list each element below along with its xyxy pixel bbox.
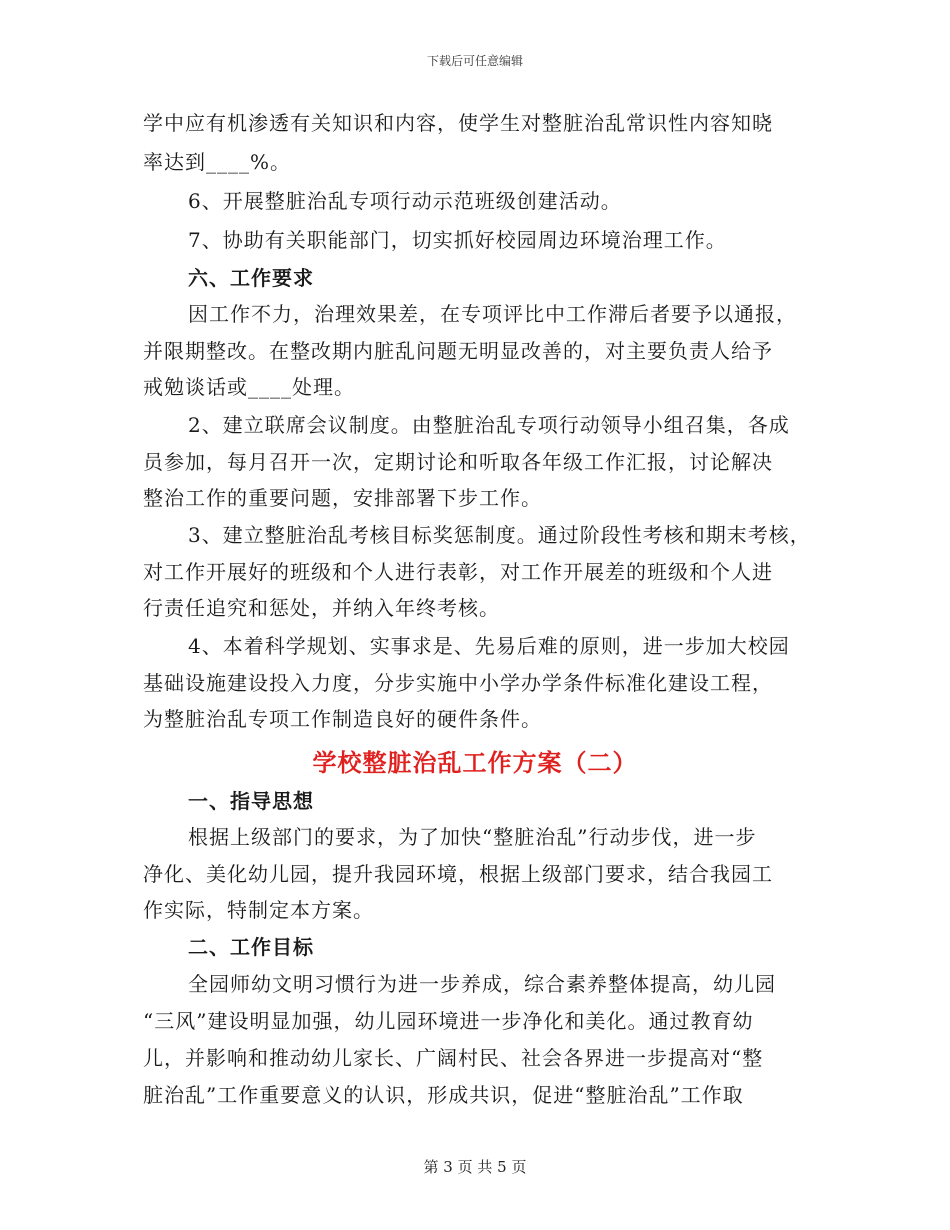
text-line: 全园师幼文明习惯行为进一步养成，综合素养整体提高，幼儿园 — [188, 972, 776, 996]
section-heading: 二、工作目标 — [188, 935, 314, 959]
section-heading: 一、指导思想 — [188, 789, 314, 813]
page-footer: 第 3 页 共 5 页 — [423, 1158, 527, 1176]
text-line: 基础设施建设投入力度，分步实施中小学办学条件标准化建设工程， — [143, 671, 773, 695]
text-line: 率达到____%。 — [143, 150, 292, 174]
text-line: 儿，并影响和推动幼儿家长、广阔村民、社会各界进一步提高对“整 — [143, 1046, 764, 1070]
text-line: 对工作开展好的班级和个人进行表彰，对工作开展差的班级和个人进 — [143, 560, 773, 584]
text-line: “三风”建设明显加强，幼儿园环境进一步净化和美化。通过教育幼 — [143, 1009, 754, 1033]
text-line: 学中应有机渗透有关知识和内容，使学生对整脏治乱常识性内容知晓 — [143, 111, 773, 135]
text-line: 4、本着科学规划、实事求是、先易后难的原则，进一步加大校园 — [188, 634, 790, 658]
text-line: 根据上级部门的要求，为了加快“整脏治乱”行动步伐，进一步 — [188, 825, 757, 849]
text-line: 整治工作的重要问题，安排部署下步工作。 — [143, 486, 542, 510]
text-line: 戒勉谈话或____处理。 — [143, 375, 355, 399]
text-line: 脏治乱”工作重要意义的认识，形成共识，促进“整脏治乱”工作取 — [143, 1083, 744, 1107]
page-header: 下载后可任意编辑 — [426, 54, 523, 68]
text-line: 行责任追究和惩处，并纳入年终考核。 — [143, 596, 500, 620]
document-title: 学校整脏治乱工作方案（二） — [312, 748, 638, 777]
text-line: 2、建立联席会议制度。由整脏治乱专项行动领导小组召集，各成 — [188, 413, 790, 437]
text-line: 7、协助有关职能部门，切实抓好校园周边环境治理工作。 — [188, 228, 727, 252]
text-line: 6、开展整脏治乱专项行动示范班级创建活动。 — [188, 189, 622, 213]
section-heading: 六、工作要求 — [188, 266, 314, 290]
text-line: 并限期整改。在整改期内脏乱问题无明显改善的，对主要负责人给予 — [143, 339, 773, 363]
text-line: 作实际，特制定本方案。 — [143, 898, 374, 922]
text-line: 因工作不力，治理效果差，在专项评比中工作滞后者要予以通报， — [188, 302, 797, 326]
text-line: 净化、美化幼儿园，提升我园环境，根据上级部门要求，结合我园工 — [143, 862, 773, 886]
text-line: 为整脏治乱专项工作制造良好的硬件条件。 — [143, 707, 542, 731]
text-line: 3、建立整脏治乱考核目标奖惩制度。通过阶段性考核和期末考核， — [188, 523, 811, 547]
text-line: 员参加，每月召开一次，定期讨论和听取各年级工作汇报，讨论解决 — [143, 450, 773, 474]
